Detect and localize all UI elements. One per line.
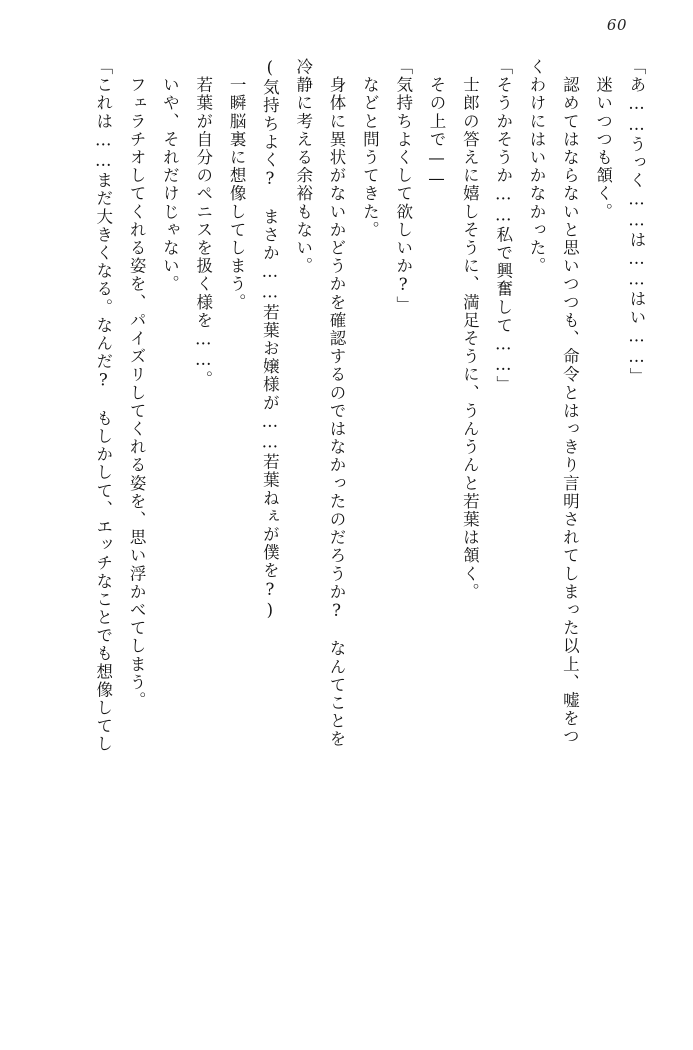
text-line: その上で—— [427,58,447,190]
text-line: 士郎の答えに嬉しそうに、満足そうに、うんうんと若葉は頷く。 [460,58,480,601]
text-line: 迷いつつも頷く。 [593,58,613,221]
novel-text-body [38,58,653,1008]
text-line: 「これは……まだ大きくなる。なんだ? もしかして、エッチなことでも想像してし [93,58,113,754]
page-number: 60 [606,16,627,34]
text-line: 身体に異状がないかどうかを確認するのではなかったのだろうか? なんてことを [327,58,347,749]
text-line: 「気持ちよくして欲しいか?」 [393,58,413,314]
text-line: 若葉が自分のペニスを扱く様を……。 [193,58,213,389]
text-line: 冷静に考える余裕もない。 [293,58,313,276]
text-line: いや、それだけじゃない。 [160,58,180,294]
text-line: 「あ……うっく……は……はい……」 [627,58,646,386]
text-line: (気持ちよく? まさか……若葉お嬢様が……若葉ねぇが僕を?) [260,58,280,621]
text-line: 認めてはならないと思いつつも、命令とはっきり言明されてしまった以上、嘘をつ [560,58,580,746]
text-line: 一瞬脳裏に想像してしまう。 [227,58,247,312]
text-line: フェラチオしてくれる姿を、パイズリしてくれる姿を、思い浮かべてしまう。 [127,58,147,710]
text-line: などと問うてきた。 [360,58,380,239]
text-line: くわけにはいかなかった。 [527,58,547,276]
text-line: 「そうかそうか……私で興奮して……」 [493,58,513,394]
